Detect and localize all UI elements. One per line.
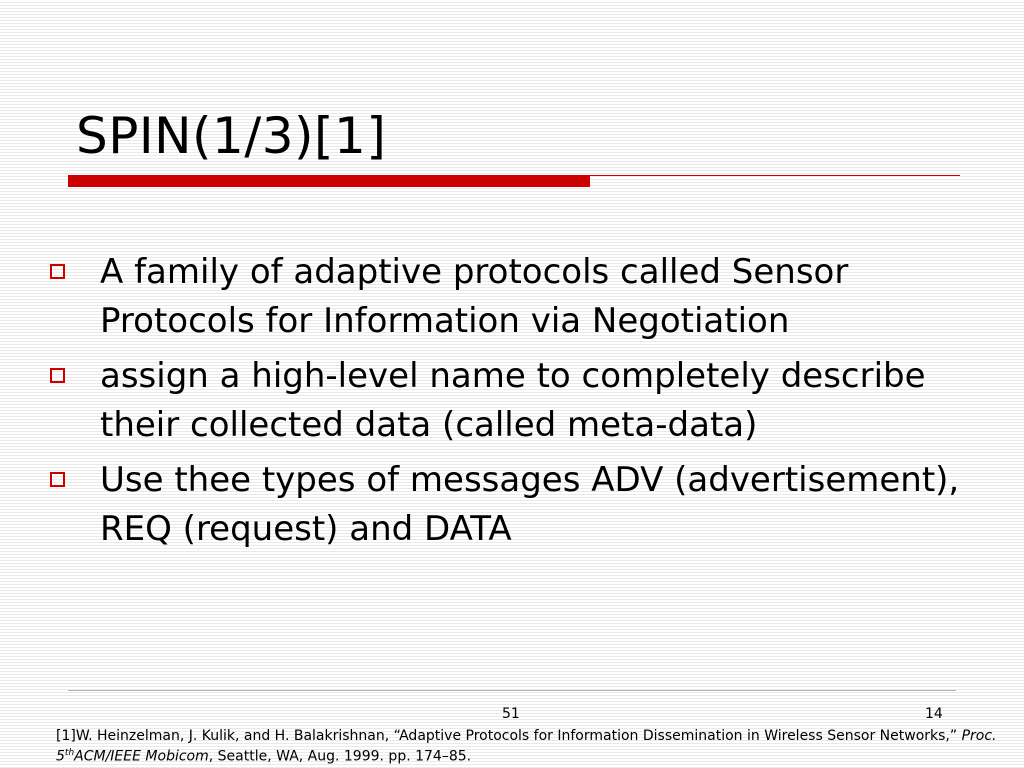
reference-venue: ACM/IEEE Mobicom xyxy=(74,748,209,765)
hollow-square-bullet-icon xyxy=(50,368,65,383)
page-number-left: 51 xyxy=(502,706,520,722)
bullet-text: assign a high-level name to completely describe their collected data (called meta-data) xyxy=(100,356,926,445)
footer-divider xyxy=(68,690,956,691)
reference-superscript: th xyxy=(64,748,75,758)
page-number-right: 14 xyxy=(925,706,943,722)
bullet-item xyxy=(48,248,978,345)
title-underline-thick xyxy=(68,175,590,187)
hollow-square-bullet-icon xyxy=(50,472,65,487)
reference-citation xyxy=(56,728,1006,766)
bullet-text: Use thee types of messages ADV (advertisement), REQ (request) and DATA xyxy=(100,460,960,549)
reference-proc: Proc. 5 xyxy=(56,728,997,765)
title-underline-thin xyxy=(590,175,960,176)
bullet-item xyxy=(48,456,978,553)
bullet-item xyxy=(48,352,978,449)
reference-authors-title: [1]W. Heinzelman, J. Kulik, and H. Balakrishnan, “Adaptive Protocols for Information Dissemination in Wireless Sensor Networks,” xyxy=(56,728,962,744)
bullet-text: A family of adaptive protocols called Sensor Protocols for Information via Negotiation xyxy=(100,252,849,341)
slide-title: SPIN(1/3)[1] xyxy=(76,107,387,165)
bullet-list xyxy=(48,248,978,560)
hollow-square-bullet-icon xyxy=(50,264,65,279)
reference-details: , Seattle, WA, Aug. 1999. pp. 174–85. xyxy=(208,748,472,765)
